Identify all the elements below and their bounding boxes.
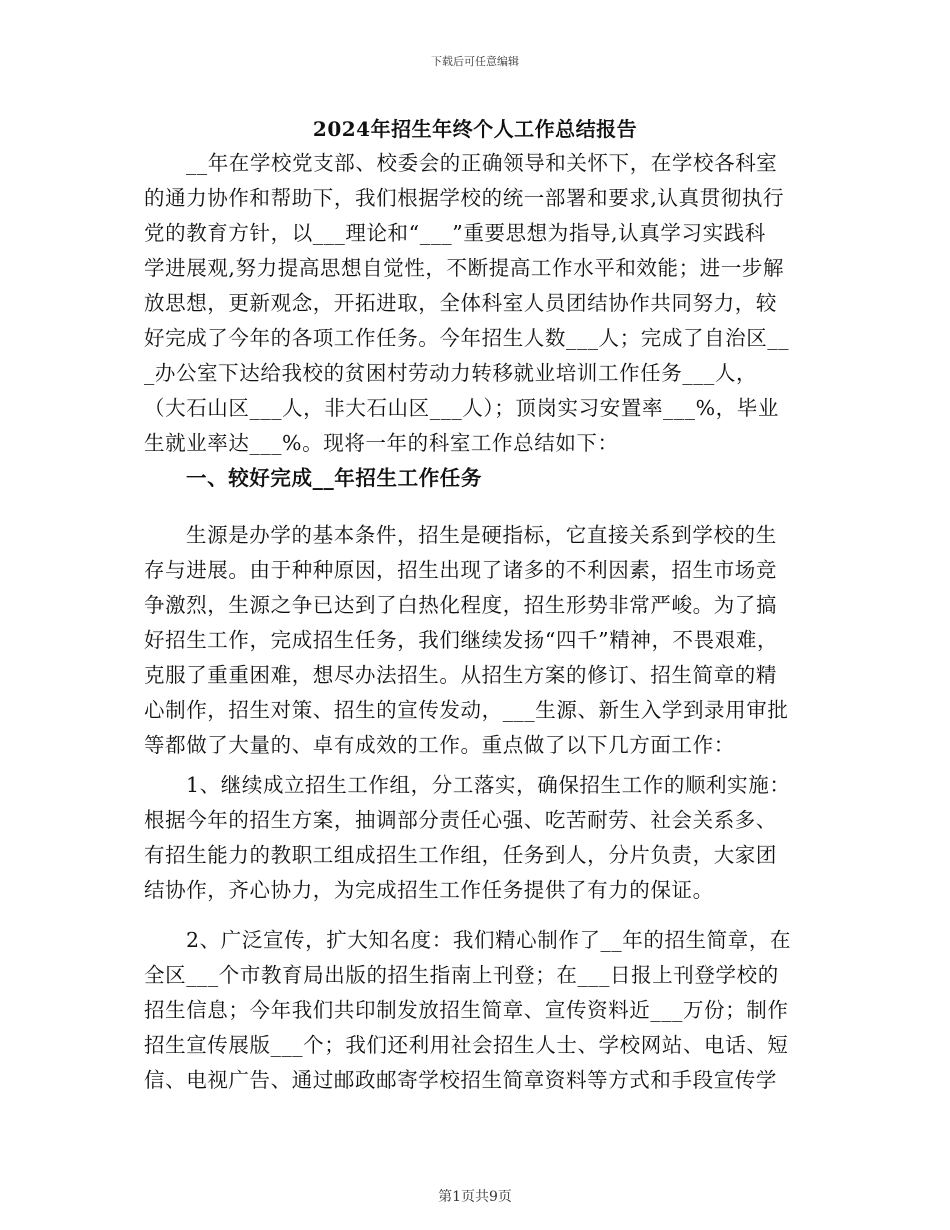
section-heading: 一、较好完成__年招生工作任务 <box>186 466 482 490</box>
item-1-paragraph <box>144 768 809 908</box>
paragraph-line: _办公室下达给我校的贫困村劳动力转移就业培训工作任务___人， <box>144 361 758 385</box>
paragraph-line: 克服了重重困难，想尽办法招生。从招生方案的修订、招生简章的精 <box>144 663 777 687</box>
paragraph-line: 存与进展。由于种种原因，招生出现了诸多的不利因素，招生市场竞 <box>144 558 777 582</box>
paragraph-line: 招生信息；今年我们共印制发放招生简章、宣传资料近___万份；制作 <box>144 998 789 1022</box>
paragraph-line: 好招生工作，完成招生任务，我们继续发扬“四千”精神，不畏艰难， <box>144 628 779 652</box>
enrollment-paragraph <box>144 518 809 763</box>
item-2-paragraph <box>144 923 809 1098</box>
paragraph-line: 好完成了今年的各项工作任务。今年招生人数___人；完成了自治区__ <box>144 326 790 350</box>
paragraph-line: 招生宣传展版___个；我们还利用社会招生人士、学校网站、电话、短 <box>144 1033 789 1057</box>
paragraph-line: 等都做了大量的、卓有成效的工作。重点做了以下几方面工作： <box>144 733 735 757</box>
intro-paragraph <box>144 146 809 496</box>
paragraph-line: 生就业率达___%。现将一年的科室工作总结如下： <box>144 431 619 455</box>
paragraph-line: （大石山区___人，非大石山区___人）；顶岗实习安置率___%，毕业 <box>144 396 779 420</box>
paragraph-line: 争激烈，生源之争已达到了白热化程度，招生形势非常严峻。为了搞 <box>144 593 777 617</box>
paragraph-line: 心制作，招生对策、招生的宣传发动，___生源、新生入学到录用审批 <box>144 698 789 722</box>
paragraph-line: 的通力协作和帮助下，我们根据学校的统一部署和要求,认真贯彻执行 <box>144 186 785 210</box>
paragraph-line: 2、广泛宣传，扩大知名度：我们精心制作了__年的招生简章，在 <box>186 928 792 952</box>
paragraph-line: 党的教育方针，以___理论和“___”重要思想为指导,认真学习实践科 <box>144 221 766 245</box>
paragraph-line: 有招生能力的教职工组成招生工作组，任务到人，分片负责，大家团 <box>144 843 777 867</box>
paragraph-line: 学进展观,努力提高思想自觉性，不断提高工作水平和效能；进一步解 <box>144 256 785 280</box>
paragraph-line: 全区___个市教育局出版的招生指南上刊登；在___日报上刊登学校的 <box>144 963 779 987</box>
paragraph-line: 放思想，更新观念，开拓进取，全体科室人员团结协作共同努力，较 <box>144 291 777 315</box>
paragraph-line: 信、电视广告、通过邮政邮寄学校招生简章资料等方式和手段宣传学 <box>144 1068 777 1092</box>
page-header-note: 下载后可任意编辑 <box>431 55 519 68</box>
paragraph-line: 生源是办学的基本条件，招生是硬指标，它直接关系到学校的生 <box>186 523 777 547</box>
paragraph-line: __年在学校党支部、校委会的正确领导和关怀下，在学校各科室 <box>186 151 778 175</box>
paragraph-line: 结协作，齐心协力，为完成招生工作任务提供了有力的保证。 <box>144 878 714 902</box>
document-title: 2024年招生年终个人工作总结报告 <box>312 117 638 141</box>
paragraph-line: 根据今年的招生方案，抽调部分责任心强、吃苦耐劳、社会关系多、 <box>144 808 777 832</box>
paragraph-line: 1、继续成立招生工作组，分工落实，确保招生工作的顺利实施： <box>186 773 791 797</box>
page-footer: 第1页共9页 <box>438 1189 512 1205</box>
